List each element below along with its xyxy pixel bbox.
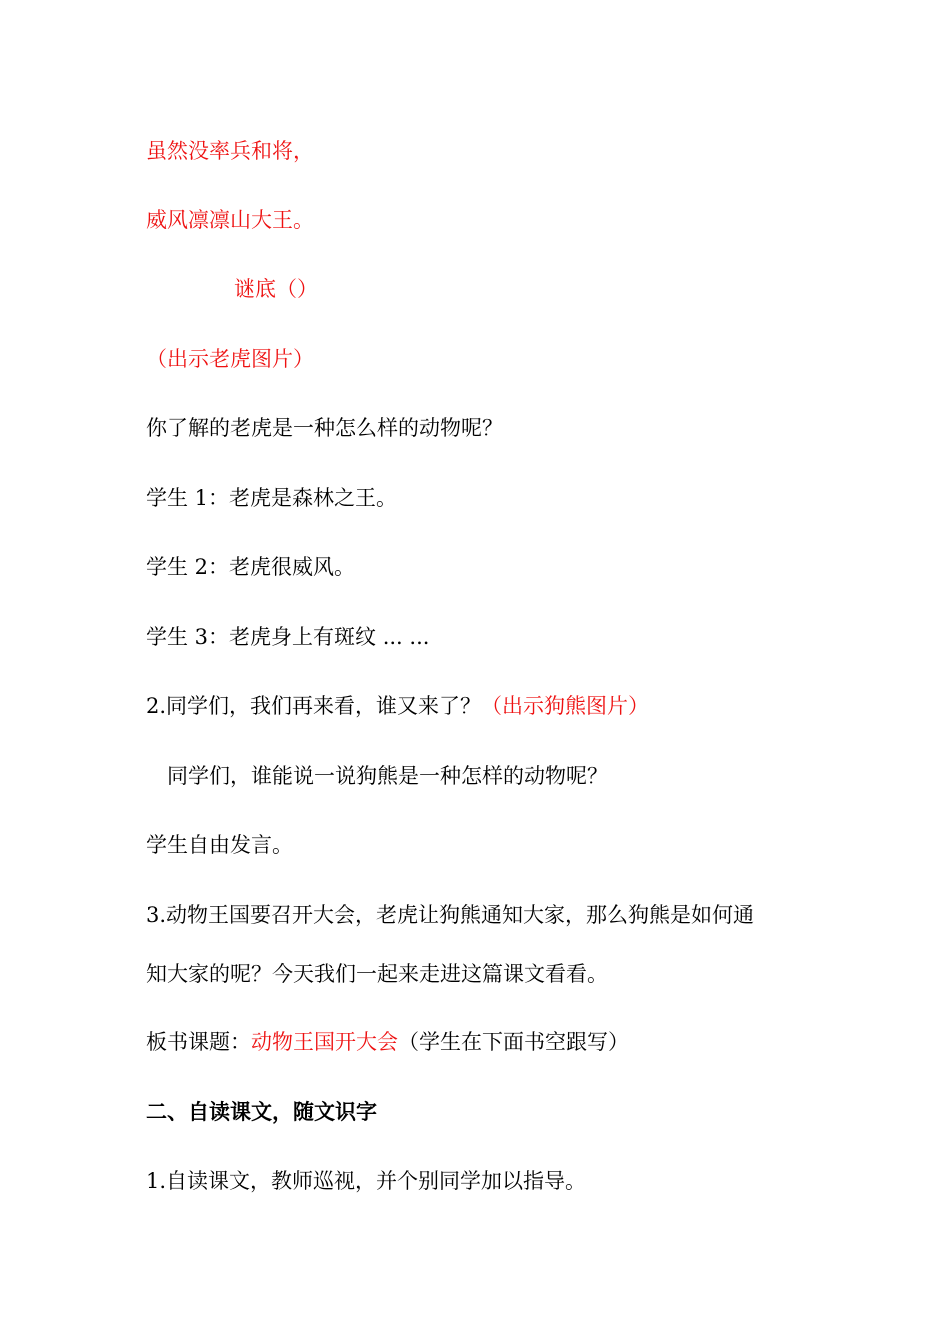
question-bear: 同学们，谁能说一说狗熊是一种怎样的动物呢？ bbox=[167, 764, 608, 788]
student-answer-3: 学生 3：老虎身上有斑纹 ... ... bbox=[146, 625, 430, 649]
board-title-note: （学生在下面书空跟写） bbox=[398, 1030, 629, 1054]
board-title bbox=[146, 1027, 629, 1057]
item-3-line-2: 知大家的呢？今天我们一起来走进这篇课文看看。 bbox=[146, 962, 608, 986]
lesson-title: 动物王国开大会 bbox=[251, 1030, 398, 1054]
item-2 bbox=[146, 691, 649, 721]
riddle-line-1: 虽然没率兵和将， bbox=[146, 139, 314, 163]
student-answer-2: 学生 2：老虎很威风。 bbox=[146, 555, 356, 579]
section-2-heading: 二、自读课文，随文识字 bbox=[146, 1100, 377, 1124]
question-tiger: 你了解的老虎是一种怎么样的动物呢？ bbox=[146, 416, 503, 440]
riddle-line-2: 威风凛凛山大王。 bbox=[146, 208, 314, 232]
student-answer-1: 学生 1：老虎是森林之王。 bbox=[146, 486, 398, 510]
item-2-text: 2.同学们，我们再来看，谁又来了？ bbox=[146, 694, 482, 718]
board-title-label: 板书课题： bbox=[146, 1030, 251, 1054]
section-2-item-1: 1.自读课文，教师巡视，并个别同学加以指导。 bbox=[146, 1169, 587, 1193]
free-speech: 学生自由发言。 bbox=[146, 833, 293, 857]
riddle-answer: 谜底（） bbox=[234, 277, 318, 301]
show-bear-note: （出示狗熊图片） bbox=[481, 694, 650, 718]
item-3-line-1: 3.动物王国要召开大会，老虎让狗熊通知大家，那么狗熊是如何通 bbox=[146, 903, 755, 927]
show-tiger-note: （出示老虎图片） bbox=[146, 347, 314, 371]
